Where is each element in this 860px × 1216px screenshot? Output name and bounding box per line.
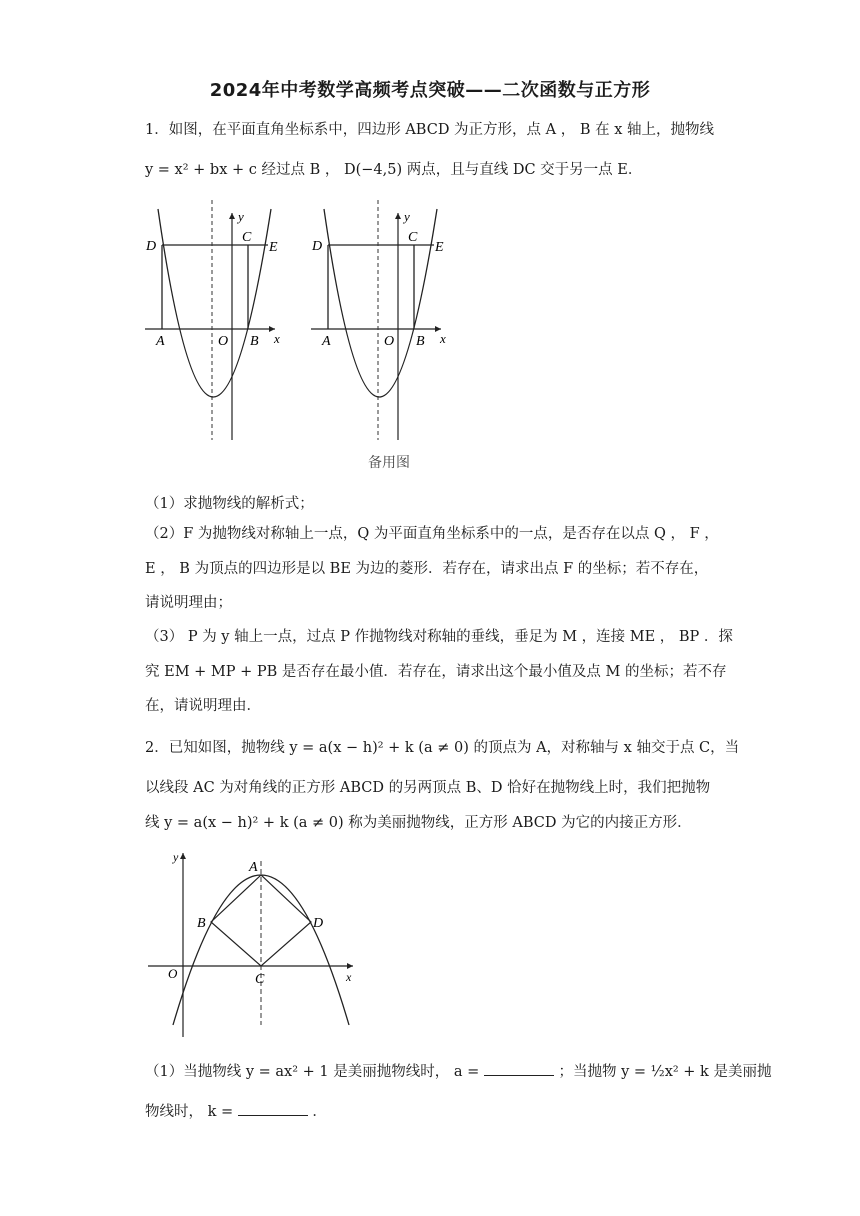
q1-part3-line3: 在，请说明理由．	[145, 698, 261, 714]
q1-part2-line2: E ， B 为顶点的四边形是以 BE 为边的菱形．若存在，请求出点 F 的坐标；若不存在，	[145, 561, 709, 577]
label-C: C	[242, 230, 252, 245]
q2-part1-k-label: k =	[207, 1104, 234, 1120]
q2-part1-end: ．	[312, 1104, 327, 1120]
q2-part1-a-label: a =	[453, 1064, 480, 1080]
figure-caption: 备用图	[368, 455, 410, 471]
label-B: B	[197, 916, 206, 931]
label-O: O	[168, 966, 178, 981]
label-D: D	[313, 916, 324, 931]
label-x: x	[346, 970, 352, 984]
label-E: E	[269, 240, 278, 255]
q2-part1-intro: （1）当抛物线 y = ax² + 1 是美丽抛物线时，	[145, 1064, 450, 1080]
q2-part1-line2	[145, 1100, 327, 1121]
label-B: B	[416, 334, 425, 349]
q1-part1: （1）求抛物线的解析式；	[145, 496, 314, 512]
q1-figure-backup	[306, 195, 466, 454]
label-A: A	[249, 860, 258, 875]
q1-part3-line1: （3） P 为 y 轴上一点，过点 P 作抛物线对称轴的垂线，垂足为 M ，连接 ME ， BP ．探	[145, 629, 733, 645]
q1-part2-line3: 请说明理由；	[145, 595, 232, 611]
q2-figure	[143, 845, 363, 1049]
label-x: x	[274, 331, 280, 346]
label-O: O	[218, 334, 229, 349]
label-D: D	[146, 239, 157, 254]
q2-part1-line2-intro: 物线时，	[145, 1104, 203, 1120]
q2-line1: 2．已知如图，抛物线 y = a(x − h)² + k (a ≠ 0) 的顶点为 A，对称轴与 x 轴交于点 C，当	[145, 740, 740, 756]
q1-line2: y = x² + bx + c 经过点 B ， D(−4,5) 两点，且与直线 DC 交于另一点 E．	[145, 162, 643, 178]
answer-blank-k[interactable]	[238, 1101, 308, 1116]
label-y: y	[173, 850, 179, 864]
label-C: C	[408, 230, 418, 245]
q1-part3-line2: 究 EM + MP + PB 是否存在最小值．若存在，请求出这个最小值及点 M 的坐标；若不存	[145, 664, 727, 680]
label-y: y	[238, 209, 244, 224]
label-y: y	[404, 209, 410, 224]
q2-part1-mid: ；当抛物 y = ½x² + k 是美丽抛	[558, 1064, 772, 1080]
page-title: 2024年中考数学高频考点突破——二次函数与正方形	[209, 80, 651, 101]
label-C: C	[255, 972, 265, 987]
q2-line3: 线 y = a(x − h)² + k (a ≠ 0) 称为美丽抛物线，正方形 ABCD 为它的内接正方形．	[145, 815, 692, 831]
label-A: A	[156, 334, 165, 349]
q2-part1-line1	[145, 1060, 771, 1081]
label-A: A	[322, 334, 331, 349]
q1-part2-line1: （2）F 为抛物线对称轴上一点，Q 为平面直角坐标系中的一点，是否存在以点 Q ， F ，	[145, 526, 719, 542]
label-D: D	[312, 239, 323, 254]
q1-figure-main	[140, 195, 300, 454]
label-E: E	[435, 240, 444, 255]
q2-line2: 以线段 AC 为对角线的正方形 ABCD 的另两顶点 B、D 恰好在抛物线上时，我们把抛物	[145, 780, 711, 796]
label-O: O	[384, 334, 395, 349]
answer-blank-a[interactable]	[484, 1061, 554, 1076]
label-x: x	[440, 331, 446, 346]
label-B: B	[250, 334, 259, 349]
q1-line1: 1．如图，在平面直角坐标系中，四边形 ABCD 为正方形，点 A ， B 在 x 轴上，抛物线	[145, 122, 715, 138]
